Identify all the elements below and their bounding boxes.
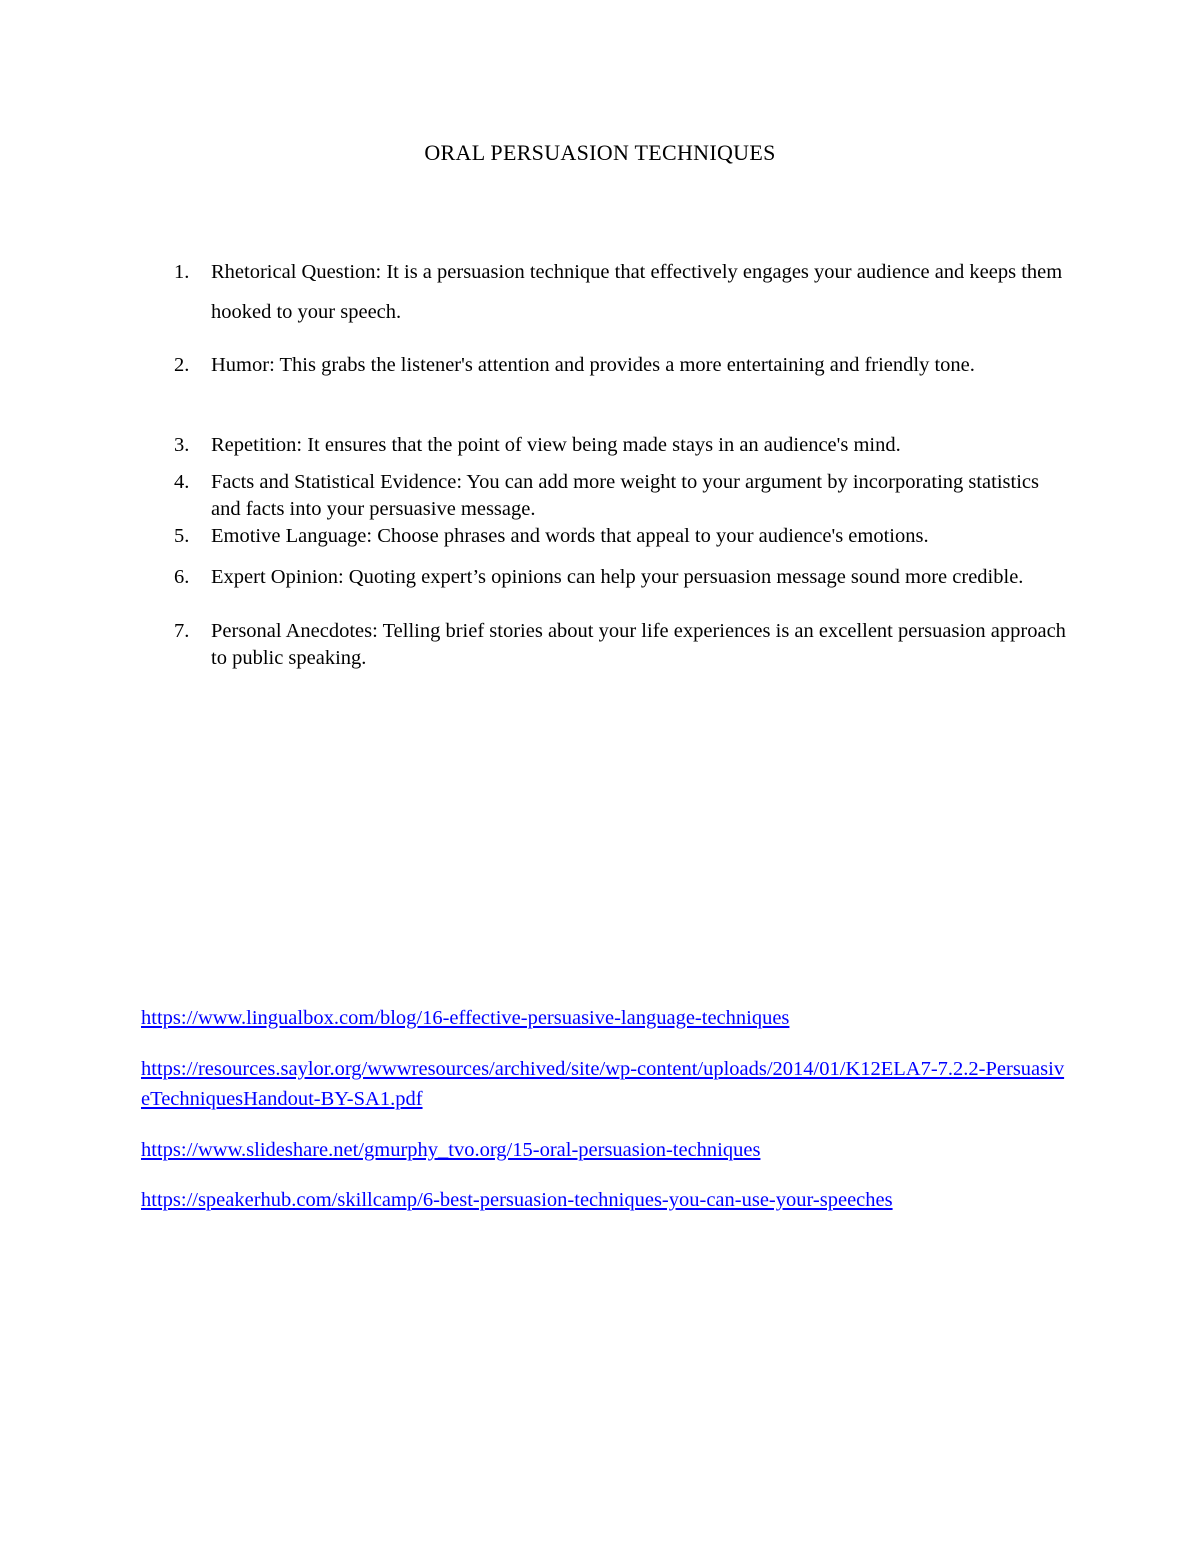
reference-link[interactable]: https://speakerhub.com/skillcamp/6-best-persuasion-techniques-you-can-use-your-speeches (141, 1189, 893, 1211)
page-title: ORAL PERSUASION TECHNIQUES (424, 140, 776, 165)
list-item-number: 6. (174, 566, 190, 588)
reference-link[interactable]: https://www.slideshare.net/gmurphy_tvo.org/15-oral-persuasion-techniques (141, 1139, 761, 1161)
list-item-text: Humor: This grabs the listener's attention and provides a more entertaining and friendly tone. (211, 354, 975, 376)
list-item-number: 1. (174, 261, 190, 283)
list-item-number: 2. (174, 354, 190, 376)
list-item-text: Repetition: It ensures that the point of view being made stays in an audience's mind. (211, 434, 901, 456)
reference-link[interactable]: https://resources.saylor.org/wwwresources/archived/site/wp-content/uploads/2014/01/K12ELA7-7.2.2-PersuasiveTechniquesHandout-BY-SA1.pdf (141, 1058, 1065, 1110)
list-item-number: 7. (174, 620, 190, 642)
reference-link[interactable]: https://www.lingualbox.com/blog/16-effective-persuasive-language-techniques (141, 1007, 790, 1029)
list-item-text: Rhetorical Question: It is a persuasion technique that effectively engages your audience and keeps them hooked to your speech. (211, 261, 1063, 323)
list-item-number: 4. (174, 471, 190, 493)
list-item-text: Emotive Language: Choose phrases and words that appeal to your audience's emotions. (211, 525, 929, 547)
list-item-text: Personal Anecdotes: Telling brief stories about your life experiences is an excellent persuasion approach to public speaking. (211, 620, 1066, 669)
list-item-number: 5. (174, 525, 190, 547)
list-item-number: 3. (174, 434, 190, 456)
list-item-text: Expert Opinion: Quoting expert’s opinions can help your persuasion message sound more credible. (211, 566, 1024, 588)
list-item-text: Facts and Statistical Evidence: You can add more weight to your argument by incorporating statistics and facts into your persuasive message. (211, 471, 1039, 520)
